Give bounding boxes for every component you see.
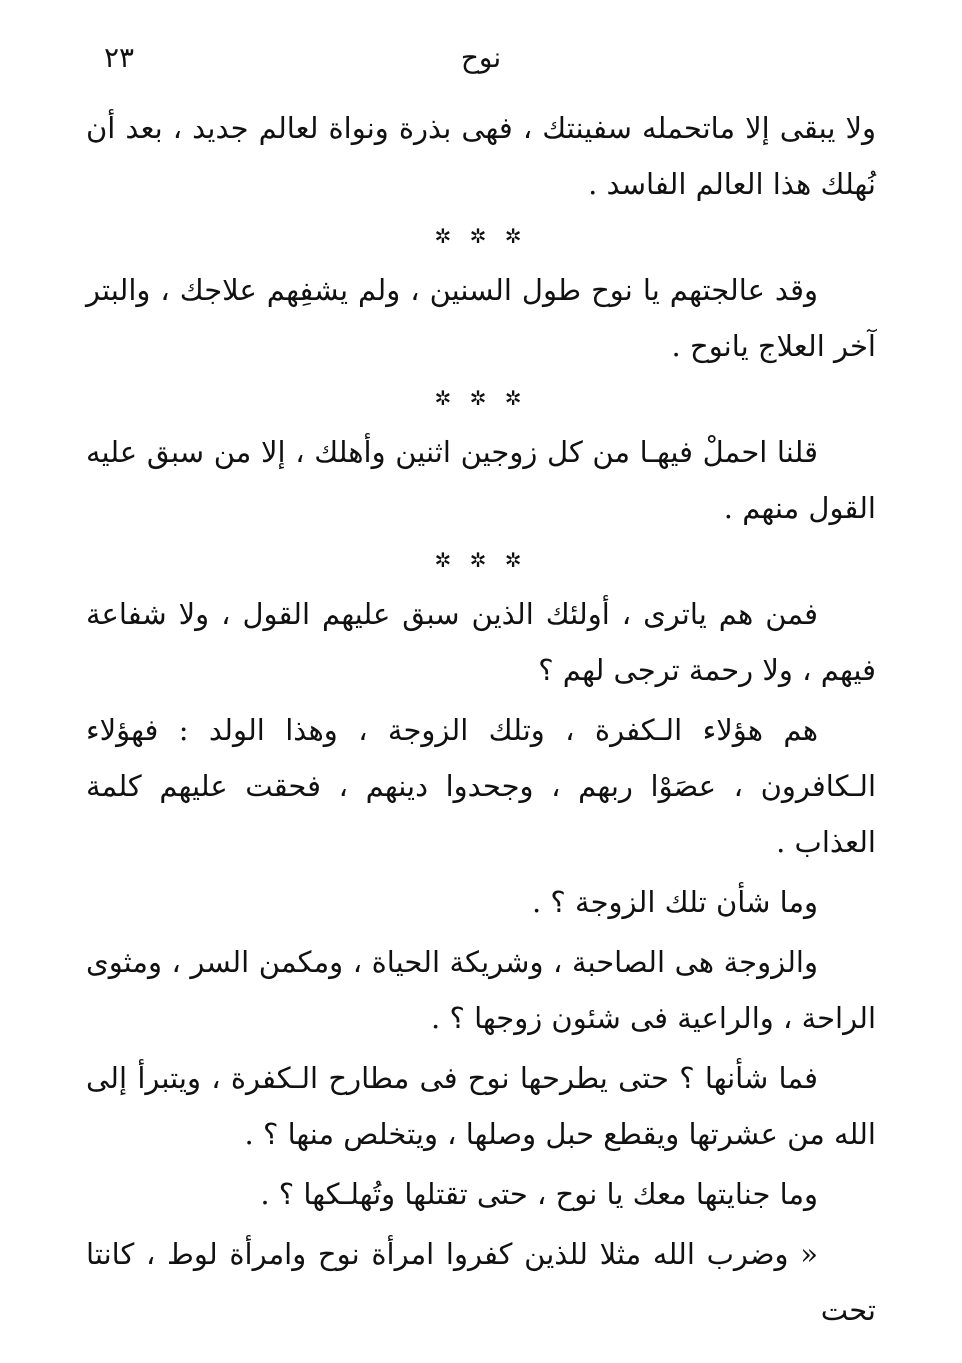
paragraph-8: فما شأنها ؟ حتى يطرحها نوح فى مطارح الـكفرة ، ويتبرأ إلى الله من عشرتها ويقطع حبل وصلها ، ويتخلص منها ؟ . bbox=[86, 1061, 876, 1151]
paragraph-7: والزوجة هى الصاحبة ، وشريكة الحياة ، ومكمن السر ، ومثوى الراحة ، والراعية فى شئون زوجها ؟ . bbox=[86, 945, 876, 1035]
paragraph-9: وما جنايتها معك يا نوح ، حتى تقتلها وتُهلـكها ؟ . bbox=[260, 1177, 818, 1211]
paragraph-3: قلنا احملْ فيهـا من كل زوجين اثنين وأهلك ، إلا من سبق عليه القول منهم . bbox=[86, 435, 876, 525]
paragraph-10: « وضرب الله مثلا للذين كفروا امرأة نوح وامرأة لوط ، كانتا تحت bbox=[86, 1237, 876, 1327]
running-title: نوح bbox=[460, 41, 502, 74]
section-separator-2: ✲ ✲ ✲ bbox=[434, 386, 528, 410]
page-header bbox=[0, 38, 962, 78]
paragraph-2: وقد عالجتهم يا نوح طول السنين ، ولم يشفِهم علاجك ، والبتر آخر العلاج يانوح . bbox=[86, 273, 876, 363]
page-number: ٢٣ bbox=[104, 41, 135, 74]
page-body bbox=[86, 100, 876, 1342]
paragraph-5: هم هؤلاء الـكفرة ، وتلك الزوجة ، وهذا الولد : فهؤلاء الـكافرون ، عصَوْا ربهم ، وجحدوا دينهم ، فحقت عليهم كلمة العذاب . bbox=[86, 713, 876, 859]
paragraph-4: فمن هم ياترى ، أولئك الذين سبق عليهم القول ، ولا شفاعة فيهم ، ولا رحمة ترجى لهم ؟ bbox=[86, 597, 876, 687]
section-separator-1: ✲ ✲ ✲ bbox=[434, 224, 528, 248]
section-separator-3: ✲ ✲ ✲ bbox=[434, 548, 528, 572]
paragraph-6: وما شأن تلك الزوجة ؟ . bbox=[532, 885, 818, 919]
paragraph-1: ولا يبقى إلا ماتحمله سفينتك ، فهى بذرة ونواة لعالم جديد ، بعد أن نُهلك هذا العالم الفاسد . bbox=[86, 111, 876, 201]
